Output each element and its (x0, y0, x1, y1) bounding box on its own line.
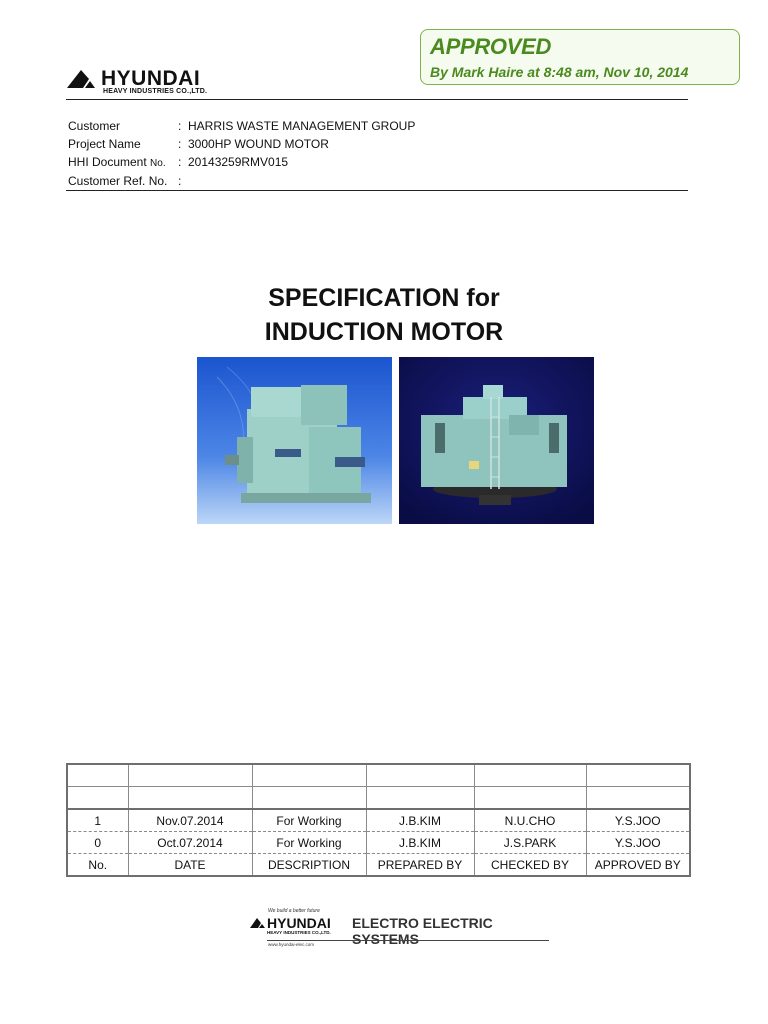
revision-cell (586, 764, 690, 787)
project-value: 3000HP WOUND MOTOR (188, 137, 329, 151)
approval-status: APPROVED (430, 34, 552, 59)
document-title-line1: SPECIFICATION for (268, 284, 500, 312)
revision-row (67, 809, 690, 832)
footer-url: www.hyundai-elec.com (268, 942, 315, 947)
footer-division: ELECTRO ELECTRIC SYSTEMS (352, 915, 493, 947)
revision-cell (252, 787, 366, 810)
project-label: Project Name (68, 137, 141, 151)
revision-cell: Oct.07.2014 (128, 832, 252, 854)
horizontal-motor-photo (197, 357, 392, 524)
revision-header-row (67, 854, 690, 877)
customer-value: HARRIS WASTE MANAGEMENT GROUP (188, 119, 416, 133)
approval-by: By Mark Haire at 8:48 am, Nov 10, 2014 (430, 64, 689, 80)
colon: : (178, 137, 182, 151)
revision-cell: J.B.KIM (366, 832, 474, 854)
revision-cell: J.B.KIM (366, 809, 474, 832)
revision-row (67, 787, 690, 810)
info-divider (66, 190, 688, 191)
hyundai-triangle-logo-icon (67, 70, 99, 88)
colon: : (178, 174, 182, 188)
logo-brand: HYUNDAI (101, 67, 201, 90)
revision-header-cell: DESCRIPTION (252, 854, 366, 877)
revision-cell (474, 787, 586, 810)
footer-tagline: We build a better future (268, 908, 320, 914)
revision-cell (366, 787, 474, 810)
revision-table (66, 763, 691, 877)
revision-cell (586, 787, 690, 810)
revision-row (67, 764, 690, 787)
document-label: HHI Document No. (68, 155, 166, 169)
revision-cell (67, 787, 128, 810)
colon: : (178, 119, 182, 133)
revision-cell (128, 787, 252, 810)
revision-cell: J.S.PARK (474, 832, 586, 854)
vertical-motor-photo (399, 357, 594, 524)
revision-cell (128, 764, 252, 787)
footer-brand: HYUNDAI (267, 915, 331, 931)
revision-cell (366, 764, 474, 787)
approval-stamp (420, 29, 740, 85)
customer-ref-label: Customer Ref. No. (68, 174, 168, 188)
revision-header-cell: CHECKED BY (474, 854, 586, 877)
revision-header-cell: No. (67, 854, 128, 877)
revision-cell: For Working (252, 832, 366, 854)
revision-cell: 0 (67, 832, 128, 854)
footer-subtitle: HEAVY INDUSTRIES CO.,LTD. (267, 930, 331, 935)
revision-cell: Y.S.JOO (586, 832, 690, 854)
footer-divider (267, 940, 549, 941)
hyundai-logo (67, 69, 247, 97)
revision-row (67, 832, 690, 854)
header-divider (66, 99, 688, 100)
logo-subtitle: HEAVY INDUSTRIES CO.,LTD. (103, 88, 208, 95)
revision-header-cell: PREPARED BY (366, 854, 474, 877)
revision-cell (252, 764, 366, 787)
document-title-line2: INDUCTION MOTOR (264, 318, 504, 346)
hyundai-triangle-logo-icon (250, 918, 266, 928)
revision-header-cell: DATE (128, 854, 252, 877)
revision-header-cell: APPROVED BY (586, 854, 690, 877)
footer-logo (250, 908, 550, 950)
revision-cell (67, 764, 128, 787)
revision-cell: 1 (67, 809, 128, 832)
document-value: 20143259RMV015 (188, 155, 289, 169)
customer-label: Customer (68, 119, 121, 133)
revision-cell: Y.S.JOO (586, 809, 690, 832)
revision-cell (474, 764, 586, 787)
revision-cell: For Working (252, 809, 366, 832)
revision-cell: N.U.CHO (474, 809, 586, 832)
revision-cell: Nov.07.2014 (128, 809, 252, 832)
colon: : (178, 155, 182, 169)
